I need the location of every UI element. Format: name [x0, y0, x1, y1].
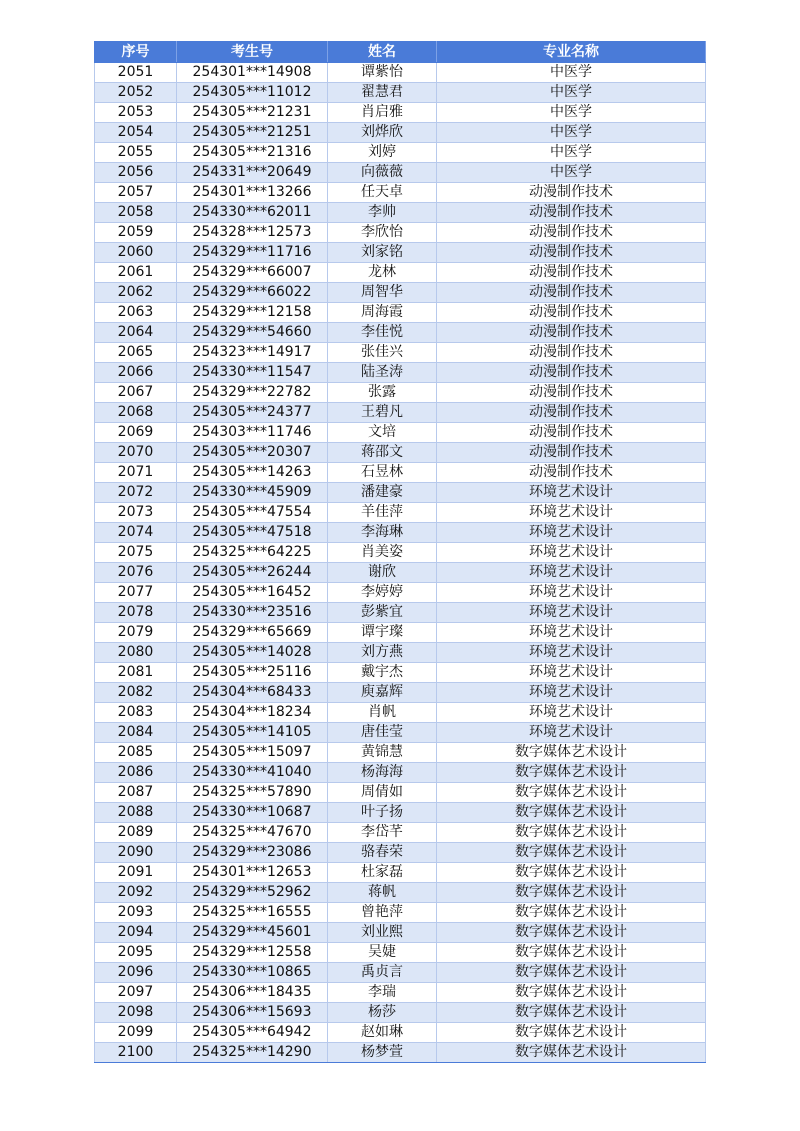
cell-name: 李帅 [328, 203, 437, 223]
table-row [95, 983, 706, 1003]
header-major: 专业名称 [437, 42, 706, 63]
cell-name: 刘业熙 [328, 923, 437, 943]
cell-major: 数字媒体艺术设计 [437, 963, 706, 983]
cell-name: 张佳兴 [328, 343, 437, 363]
table-row [95, 223, 706, 243]
cell-exam-number: 254331***20649 [177, 163, 328, 183]
cell-name: 刘方燕 [328, 643, 437, 663]
cell-index: 2077 [95, 583, 177, 603]
cell-major: 环境艺术设计 [437, 543, 706, 563]
table-row [95, 123, 706, 143]
cell-index: 2093 [95, 903, 177, 923]
cell-exam-number: 254328***12573 [177, 223, 328, 243]
cell-exam-number: 254305***24377 [177, 403, 328, 423]
cell-exam-number: 254329***45601 [177, 923, 328, 943]
cell-name: 肖美姿 [328, 543, 437, 563]
table-row [95, 683, 706, 703]
cell-index: 2051 [95, 63, 177, 83]
cell-exam-number: 254325***64225 [177, 543, 328, 563]
cell-index: 2054 [95, 123, 177, 143]
cell-name: 杨海海 [328, 763, 437, 783]
cell-major: 数字媒体艺术设计 [437, 1023, 706, 1043]
table-row [95, 403, 706, 423]
cell-exam-number: 254305***15097 [177, 743, 328, 763]
cell-exam-number: 254305***21251 [177, 123, 328, 143]
cell-major: 数字媒体艺术设计 [437, 743, 706, 763]
cell-exam-number: 254330***10687 [177, 803, 328, 823]
cell-major: 动漫制作技术 [437, 223, 706, 243]
cell-exam-number: 254305***21231 [177, 103, 328, 123]
cell-major: 中医学 [437, 163, 706, 183]
table-row [95, 763, 706, 783]
cell-name: 王碧凡 [328, 403, 437, 423]
table-row [95, 663, 706, 683]
cell-major: 动漫制作技术 [437, 203, 706, 223]
cell-exam-number: 254329***66022 [177, 283, 328, 303]
table-row [95, 263, 706, 283]
cell-major: 数字媒体艺术设计 [437, 783, 706, 803]
cell-major: 环境艺术设计 [437, 683, 706, 703]
cell-exam-number: 254330***62011 [177, 203, 328, 223]
cell-exam-number: 254305***25116 [177, 663, 328, 683]
cell-name: 李佳悦 [328, 323, 437, 343]
cell-exam-number: 254303***11746 [177, 423, 328, 443]
cell-exam-number: 254301***12653 [177, 863, 328, 883]
cell-major: 动漫制作技术 [437, 443, 706, 463]
table-row [95, 723, 706, 743]
cell-name: 周倩如 [328, 783, 437, 803]
cell-major: 环境艺术设计 [437, 623, 706, 643]
table-row [95, 203, 706, 223]
cell-exam-number: 254329***22782 [177, 383, 328, 403]
cell-major: 中医学 [437, 63, 706, 83]
cell-name: 谭宇璨 [328, 623, 437, 643]
cell-index: 2095 [95, 943, 177, 963]
cell-name: 潘建豪 [328, 483, 437, 503]
cell-major: 数字媒体艺术设计 [437, 863, 706, 883]
cell-exam-number: 254301***14908 [177, 63, 328, 83]
cell-index: 2089 [95, 823, 177, 843]
cell-exam-number: 254305***26244 [177, 563, 328, 583]
cell-index: 2100 [95, 1043, 177, 1063]
cell-index: 2062 [95, 283, 177, 303]
cell-exam-number: 254330***23516 [177, 603, 328, 623]
cell-name: 石昱林 [328, 463, 437, 483]
cell-exam-number: 254305***47554 [177, 503, 328, 523]
cell-major: 环境艺术设计 [437, 503, 706, 523]
cell-major: 数字媒体艺术设计 [437, 843, 706, 863]
cell-major: 环境艺术设计 [437, 663, 706, 683]
table-row [95, 583, 706, 603]
cell-name: 文培 [328, 423, 437, 443]
cell-name: 陆圣涛 [328, 363, 437, 383]
cell-index: 2082 [95, 683, 177, 703]
table-row [95, 363, 706, 383]
cell-major: 数字媒体艺术设计 [437, 763, 706, 783]
table-row [95, 343, 706, 363]
cell-major: 动漫制作技术 [437, 423, 706, 443]
table-row [95, 823, 706, 843]
table-row [95, 63, 706, 83]
cell-index: 2086 [95, 763, 177, 783]
cell-name: 李瑞 [328, 983, 437, 1003]
cell-index: 2068 [95, 403, 177, 423]
cell-major: 动漫制作技术 [437, 243, 706, 263]
cell-name: 禹贞言 [328, 963, 437, 983]
cell-exam-number: 254330***45909 [177, 483, 328, 503]
cell-index: 2097 [95, 983, 177, 1003]
cell-index: 2084 [95, 723, 177, 743]
cell-index: 2059 [95, 223, 177, 243]
cell-major: 动漫制作技术 [437, 383, 706, 403]
cell-name: 周智华 [328, 283, 437, 303]
cell-name: 李欣怡 [328, 223, 437, 243]
cell-major: 数字媒体艺术设计 [437, 943, 706, 963]
cell-index: 2053 [95, 103, 177, 123]
cell-exam-number: 254325***14290 [177, 1043, 328, 1063]
header-index: 序号 [95, 42, 177, 63]
cell-name: 彭紫宜 [328, 603, 437, 623]
cell-exam-number: 254329***12558 [177, 943, 328, 963]
table-row [95, 803, 706, 823]
cell-index: 2058 [95, 203, 177, 223]
table-row [95, 703, 706, 723]
cell-index: 2076 [95, 563, 177, 583]
cell-major: 数字媒体艺术设计 [437, 1003, 706, 1023]
cell-index: 2083 [95, 703, 177, 723]
cell-name: 龙林 [328, 263, 437, 283]
table-row [95, 443, 706, 463]
table-row [95, 143, 706, 163]
table-row [95, 483, 706, 503]
cell-major: 动漫制作技术 [437, 403, 706, 423]
cell-exam-number: 254305***16452 [177, 583, 328, 603]
cell-exam-number: 254329***11716 [177, 243, 328, 263]
cell-name: 黄锦慧 [328, 743, 437, 763]
cell-name: 谭紫怡 [328, 63, 437, 83]
cell-exam-number: 254306***18435 [177, 983, 328, 1003]
cell-major: 环境艺术设计 [437, 563, 706, 583]
cell-index: 2088 [95, 803, 177, 823]
cell-major: 动漫制作技术 [437, 323, 706, 343]
cell-major: 动漫制作技术 [437, 343, 706, 363]
cell-exam-number: 254304***68433 [177, 683, 328, 703]
cell-major: 中医学 [437, 103, 706, 123]
cell-name: 向薇薇 [328, 163, 437, 183]
cell-index: 2063 [95, 303, 177, 323]
header-exam-number: 考生号 [177, 42, 328, 63]
header-row [95, 42, 706, 63]
cell-exam-number: 254330***41040 [177, 763, 328, 783]
cell-exam-number: 254329***52962 [177, 883, 328, 903]
cell-name: 李婷婷 [328, 583, 437, 603]
table-row [95, 563, 706, 583]
table-row [95, 603, 706, 623]
table-row [95, 183, 706, 203]
table-row [95, 903, 706, 923]
cell-name: 唐佳莹 [328, 723, 437, 743]
cell-name: 李海琳 [328, 523, 437, 543]
cell-name: 羊佳萍 [328, 503, 437, 523]
cell-major: 环境艺术设计 [437, 603, 706, 623]
cell-index: 2091 [95, 863, 177, 883]
cell-major: 数字媒体艺术设计 [437, 803, 706, 823]
table-row [95, 1043, 706, 1063]
table-row [95, 923, 706, 943]
cell-exam-number: 254329***23086 [177, 843, 328, 863]
cell-major: 中医学 [437, 143, 706, 163]
cell-name: 曾艳萍 [328, 903, 437, 923]
cell-exam-number: 254323***14917 [177, 343, 328, 363]
table-row [95, 943, 706, 963]
header-name: 姓名 [328, 42, 437, 63]
cell-major: 数字媒体艺术设计 [437, 923, 706, 943]
cell-name: 刘家铭 [328, 243, 437, 263]
cell-major: 数字媒体艺术设计 [437, 823, 706, 843]
cell-major: 中医学 [437, 123, 706, 143]
table-body [95, 63, 706, 1063]
cell-major: 数字媒体艺术设计 [437, 883, 706, 903]
cell-index: 2099 [95, 1023, 177, 1043]
cell-index: 2072 [95, 483, 177, 503]
cell-exam-number: 254305***47518 [177, 523, 328, 543]
cell-name: 翟慧君 [328, 83, 437, 103]
cell-exam-number: 254325***16555 [177, 903, 328, 923]
table-row [95, 843, 706, 863]
cell-major: 动漫制作技术 [437, 303, 706, 323]
cell-index: 2055 [95, 143, 177, 163]
cell-major: 环境艺术设计 [437, 523, 706, 543]
table-row [95, 303, 706, 323]
cell-exam-number: 254330***11547 [177, 363, 328, 383]
cell-major: 动漫制作技术 [437, 283, 706, 303]
cell-major: 动漫制作技术 [437, 463, 706, 483]
cell-name: 戴宇杰 [328, 663, 437, 683]
cell-index: 2067 [95, 383, 177, 403]
cell-major: 动漫制作技术 [437, 183, 706, 203]
table-row [95, 523, 706, 543]
table-row [95, 623, 706, 643]
cell-major: 中医学 [437, 83, 706, 103]
cell-exam-number: 254305***64942 [177, 1023, 328, 1043]
cell-index: 2081 [95, 663, 177, 683]
cell-exam-number: 254329***12158 [177, 303, 328, 323]
cell-name: 肖帆 [328, 703, 437, 723]
cell-exam-number: 254301***13266 [177, 183, 328, 203]
cell-major: 环境艺术设计 [437, 723, 706, 743]
table-row [95, 243, 706, 263]
cell-exam-number: 254305***11012 [177, 83, 328, 103]
cell-exam-number: 254305***14028 [177, 643, 328, 663]
cell-name: 谢欣 [328, 563, 437, 583]
cell-name: 刘烨欣 [328, 123, 437, 143]
admission-list-table-container [94, 41, 705, 1063]
cell-index: 2075 [95, 543, 177, 563]
table-row [95, 283, 706, 303]
cell-name: 蒋帆 [328, 883, 437, 903]
table-row [95, 463, 706, 483]
cell-index: 2073 [95, 503, 177, 523]
cell-index: 2070 [95, 443, 177, 463]
cell-index: 2056 [95, 163, 177, 183]
table-row [95, 103, 706, 123]
cell-index: 2071 [95, 463, 177, 483]
table-row [95, 423, 706, 443]
table-row [95, 863, 706, 883]
cell-index: 2057 [95, 183, 177, 203]
cell-name: 赵如琳 [328, 1023, 437, 1043]
table-header [95, 42, 706, 63]
cell-index: 2061 [95, 263, 177, 283]
cell-exam-number: 254325***47670 [177, 823, 328, 843]
cell-exam-number: 254330***10865 [177, 963, 328, 983]
cell-exam-number: 254305***14105 [177, 723, 328, 743]
cell-major: 数字媒体艺术设计 [437, 903, 706, 923]
cell-index: 2080 [95, 643, 177, 663]
cell-major: 数字媒体艺术设计 [437, 1043, 706, 1063]
cell-index: 2079 [95, 623, 177, 643]
cell-index: 2090 [95, 843, 177, 863]
cell-name: 杨梦萱 [328, 1043, 437, 1063]
cell-major: 环境艺术设计 [437, 643, 706, 663]
cell-index: 2074 [95, 523, 177, 543]
cell-major: 动漫制作技术 [437, 263, 706, 283]
table-row [95, 83, 706, 103]
cell-name: 张露 [328, 383, 437, 403]
cell-exam-number: 254329***66007 [177, 263, 328, 283]
table-row [95, 883, 706, 903]
cell-exam-number: 254329***54660 [177, 323, 328, 343]
cell-major: 环境艺术设计 [437, 583, 706, 603]
cell-name: 李岱芊 [328, 823, 437, 843]
cell-index: 2069 [95, 423, 177, 443]
cell-exam-number: 254304***18234 [177, 703, 328, 723]
admission-list-table [94, 41, 706, 1063]
cell-index: 2064 [95, 323, 177, 343]
cell-index: 2065 [95, 343, 177, 363]
cell-index: 2052 [95, 83, 177, 103]
cell-index: 2087 [95, 783, 177, 803]
cell-index: 2085 [95, 743, 177, 763]
cell-name: 任天卓 [328, 183, 437, 203]
cell-exam-number: 254305***14263 [177, 463, 328, 483]
table-row [95, 1023, 706, 1043]
cell-name: 骆春荣 [328, 843, 437, 863]
table-row [95, 543, 706, 563]
table-row [95, 383, 706, 403]
cell-index: 2094 [95, 923, 177, 943]
cell-major: 动漫制作技术 [437, 363, 706, 383]
cell-index: 2092 [95, 883, 177, 903]
cell-major: 数字媒体艺术设计 [437, 983, 706, 1003]
cell-exam-number: 254329***65669 [177, 623, 328, 643]
cell-index: 2078 [95, 603, 177, 623]
table-row [95, 643, 706, 663]
cell-index: 2096 [95, 963, 177, 983]
cell-index: 2098 [95, 1003, 177, 1023]
table-row [95, 163, 706, 183]
cell-name: 蒋邵文 [328, 443, 437, 463]
cell-major: 环境艺术设计 [437, 483, 706, 503]
cell-name: 吴婕 [328, 943, 437, 963]
cell-name: 周海霞 [328, 303, 437, 323]
cell-name: 刘婷 [328, 143, 437, 163]
cell-name: 叶子扬 [328, 803, 437, 823]
cell-name: 杨莎 [328, 1003, 437, 1023]
cell-exam-number: 254325***57890 [177, 783, 328, 803]
table-row [95, 1003, 706, 1023]
table-row [95, 323, 706, 343]
table-row [95, 503, 706, 523]
table-row [95, 783, 706, 803]
table-row [95, 743, 706, 763]
cell-name: 庾嘉辉 [328, 683, 437, 703]
cell-index: 2066 [95, 363, 177, 383]
cell-index: 2060 [95, 243, 177, 263]
cell-major: 环境艺术设计 [437, 703, 706, 723]
table-row [95, 963, 706, 983]
cell-name: 杜家磊 [328, 863, 437, 883]
cell-exam-number: 254305***21316 [177, 143, 328, 163]
cell-exam-number: 254306***15693 [177, 1003, 328, 1023]
cell-exam-number: 254305***20307 [177, 443, 328, 463]
cell-name: 肖启雅 [328, 103, 437, 123]
